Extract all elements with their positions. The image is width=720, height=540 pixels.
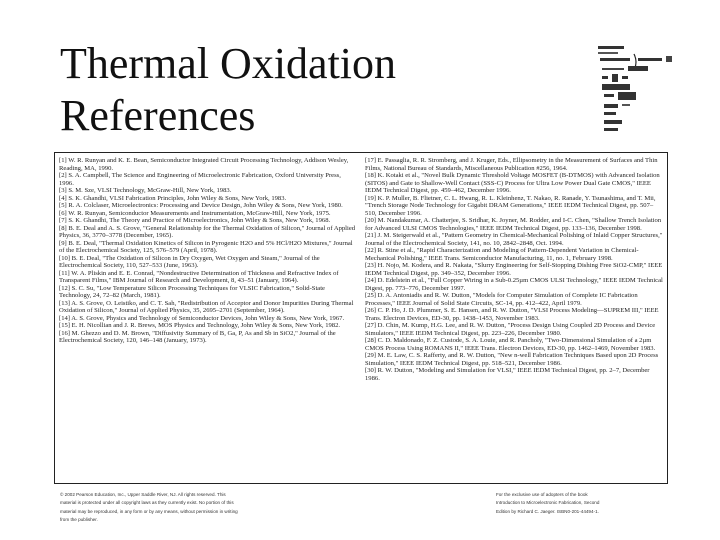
reference-entry: [20] M. Nandakumar, A. Chatterjee, S. Sridhar, K. Joyner, M. Rodder, and I-C. Chen, "Shallow Trench Isolation for Advanced ULSI CMOS Technologies," IEEE IEDM Technical Digest, pp. 133–136, December 1998. — [365, 217, 662, 232]
adopter-notice — [496, 491, 696, 516]
reference-entry: [3] S. M. Sze, VLSI Technology, McGraw-Hill, New York, 1983. — [59, 187, 232, 194]
reference-entry: [7] S. K. Ghandhi, The Theory and Practice of Microelectronics, John Wiley & Sons, New York, 1968. — [59, 217, 331, 224]
reference-entry: [10] B. E. Deal, "The Oxidation of Silicon in Dry Oxygen, Wet Oxygen and Steam," Journal of the Electrochemical Society, 110, 527–533 (June, 1963). — [59, 254, 320, 269]
reference-entry: [17] E. Passaglia, R. R. Stromberg, and J. Kruger, Eds., Ellipsometry in the Measurement of Surfaces and Thin Films, National Bureau of Standards, Miscellaneous Publication #256, 1964. — [365, 157, 658, 172]
references-column-left — [59, 157, 357, 345]
reference-entry: [8] B. E. Deal and A. S. Grove, "General Relationship for the Thermal Oxidation of Silicon," Journal of Applied Physics, 36, 3770–3778 (December, 1965). — [59, 224, 356, 239]
reference-entry: [11] W. A. Pliskin and E. E. Conrad, "Nondestructive Determination of Thickness and Refractive Index of Transparent Films," IBM Journal of Research and Development, 8, 43–51 (January, 1964). — [59, 269, 339, 284]
reference-entry: [2] S. A. Campbell, The Science and Engineering of Microelectronic Fabrication, Oxford University Press, 1996. — [59, 172, 341, 187]
reference-entry: [23] H. Nojo, M. Kodera, and R. Nakata, "Slurry Engineering for Self-Stopping Dishing Free SiO2-CMP," IEEE IEDM Technical Digest, pp. 349–352, December 1996. — [365, 262, 663, 277]
reference-entry: [29] M. E. Law, C. S. Rafferty, and R. W. Dutton, "New n-well Fabrication Techniques Based upon 2D Process Simulation," IEEE IEDM Technical Digest, pp. 518–521, December 1986. — [365, 352, 659, 367]
reference-entry: [5] R. A. Colclaser, Microelectronics: Processing and Device Design, John Wiley & Sons, New York, 1980. — [59, 202, 343, 209]
footer-line: Introduction to Microelectronic Fabrication, Second — [496, 500, 600, 506]
reference-entry: [13] A. S. Grove, O. Leistiko, and C. T. Sah, "Redistribution of Acceptor and Donor Impurities During Thermal Oxidation of Silicon," Journal of Applied Physics, 35, 2695–2701 (September, 1964). — [59, 299, 354, 314]
slide-title-line1: Thermal Oxidation — [60, 39, 397, 88]
reference-entry: [22] R. Stine et al., "Rapid Characterization and Modeling of Pattern-Dependent Variation in Chemical-Mechanical Polishing," IEEE Trans. Semiconductor Manufacturing, 11, no. 1, February 1998. — [365, 247, 639, 262]
copyright-notice — [60, 491, 320, 524]
reference-entry: [30] R. W. Dutton, "Modeling and Simulation for VLSI," IEEE IEDM Technical Digest, pp. 2–7, December 1986. — [365, 367, 650, 382]
reference-entry: [27] D. Chin, M. Kump, H.G. Lee, and R. W. Dutton, "Process Design Using Coupled 2D Process and Device Simulators," IEEE IEDM Technical Digest, pp. 223–226, December 1980. — [365, 322, 656, 337]
reference-entry: [1] W. R. Runyan and K. E. Bean, Semiconductor Integrated Circuit Processing Technology, Addison Wesley, Reading, MA, 1990. — [59, 157, 349, 172]
reference-entry: [16] M. Ghezzo and D. M. Brown, "Diffusivity Summary of B, Ga, P, As and Sb in SiO2," Journal of the Electrochemical Society, 120, 146–148 (January, 1973). — [59, 329, 336, 344]
reference-entry: [24] D. Edelstein et al., "Full Copper Wiring in a Sub-0.25µm CMOS ULSI Technology," IEEE IEDM Technical Digest, pp. 773–776, December 1997. — [365, 277, 663, 292]
reference-entry: [19] K. P. Muller, B. Flietner, C. L. Hwang, R. L. Kleinhenz, T. Nakao, R. Ranade, Y. Tsunashima, and T. Mii, "Trench Storage Node Technology for Gigabit DRAM Generations," IEEE IEDM Technical Digest, pp. 507–510, December 1996. — [365, 194, 656, 217]
footer-line: material may be reproduced, in any form or by any means, without permission in writing — [60, 508, 238, 514]
reference-entry: [28] C. D. Maldonado, F. Z. Custode, S. A. Louie, and R. Pancholy, "Two-Dimensional Simulation of a 2µm CMOS Process Using ROMANS II," IEEE Trans. Electron Devices, ED-30, pp. 1462–1469, November 1983. — [365, 337, 656, 352]
reference-entry: [9] B. E. Deal, "Thermal Oxidation Kinetics of Silicon in Pyrogenic H2O and 5% HCl/H2O Mixtures," Journal of the Electrochemical Society, 125, 576–579 (April, 1978). — [59, 239, 353, 254]
reference-entry: [12] S. C. Su, "Low Temperature Silicon Processing Techniques for VLSIC Fabrication," Solid-State Technology, 24, 72–82 (March, 1981). — [59, 284, 325, 299]
references-scan — [54, 152, 668, 484]
reference-entry: [6] W. R. Runyan, Semiconductor Measurements and Instrumentation, McGraw-Hill, New York, 1975. — [59, 209, 331, 217]
footer-line: Edition by Richard C. Jaeger. ISBN0-201-44494-1. — [496, 508, 599, 514]
slide-title-line2: References — [60, 91, 256, 140]
references-column-right — [365, 157, 663, 382]
reference-entry: [25] D. A. Antoniadis and R. W. Dutton, "Models for Computer Simulation of Complete IC Fabrication Processes," IEEE Journal of Solid State Circuits, SC-14, pp. 412–422, April 1979. — [365, 292, 638, 307]
reference-entry: [14] A. S. Grove, Physics and Technology of Semiconductor Devices, John Wiley & Sons, New York, 1967. — [59, 314, 345, 322]
slide-title — [60, 38, 396, 142]
reference-entry: [26] C. P. Ho, J. D. Plummer, S. E. Hansen, and R. W. Dutton, "VLSI Process Modeling—SUPREM III," IEEE Trans. Electron Devices, ED-30, pp. 1438–1453, November 1983. — [365, 307, 659, 322]
footer-line: For the exclusive use of adopters of the book — [496, 492, 588, 497]
reference-entry: [18] K. Kotaki et al., "Novel Bulk Dynamic Threshold Voltage MOSFET (B-DTMOS) with Advanced Isolation (SITOS) and Gate to Shallow-Well Contact (SSS-C) Process for Ultra Low Power Dual Gate CMOS," IEEE IEDM Technical Digest, pp. 459–462, December 1996. — [365, 172, 660, 194]
footer-line: © 2002 Pearson Education, Inc., Upper Saddle River, NJ. All rights reserved. This — [60, 492, 226, 497]
reference-entry: [21] J. M. Steigerwald et al., "Pattern Geometry in Chemical-Mechanical Polishing of Inlaid Copper Structures," Journal of the Electrochemical Society, 141, no. 10, 2842–2848, Oct. 1994. — [365, 232, 663, 247]
book-cover-thumbnail-image — [596, 44, 678, 140]
reference-entry: [15] E. H. Nicollian and J. R. Brews, MOS Physics and Technology, John Wiley & Sons, New York, 1982. — [59, 322, 341, 329]
footer-line: from the publisher. — [60, 516, 98, 522]
footer-line: material is protected under all copyright laws as they currently exist. No portion of this — [60, 500, 234, 506]
reference-entry: [4] S. K. Ghandhi, VLSI Fabrication Principles, John Wiley & Sons, New York, 1983. — [59, 194, 287, 202]
